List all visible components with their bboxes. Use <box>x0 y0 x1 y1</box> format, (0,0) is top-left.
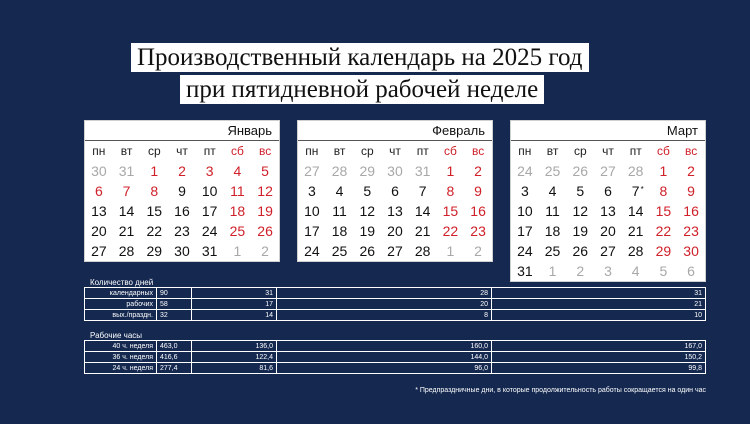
days-grid <box>85 161 279 261</box>
weekday-header <box>511 141 705 161</box>
footnote: * Предпраздничные дни, в которые продолжительность работы сокращается на один час <box>415 387 706 394</box>
day-cell: 3 <box>205 163 214 179</box>
cell-m1: 136,0 <box>192 341 277 352</box>
days-table <box>84 287 706 321</box>
cell-label: вых./праздн. <box>85 310 157 321</box>
day-cell: 31 <box>118 163 135 179</box>
cell-m3: 167,0 <box>492 341 706 352</box>
weekday-label: сб <box>657 144 670 158</box>
day-cell: 24 <box>517 243 533 259</box>
day-cell: 5 <box>576 183 585 199</box>
day-cell: 24 <box>201 223 218 239</box>
day-cell: 25 <box>229 223 246 239</box>
day-cell: 11 <box>230 183 245 199</box>
cell-m2: 144,0 <box>277 352 492 363</box>
day-cell: 16 <box>683 203 699 219</box>
cell-label: 36 ч. неделя <box>85 352 157 363</box>
cell-m2: 28 <box>277 288 492 299</box>
day-cell: 23 <box>683 223 699 239</box>
cell-m3: 10 <box>492 310 706 321</box>
day-cell: 27 <box>387 243 403 259</box>
hours-section-label: Рабочие часы <box>90 331 143 340</box>
day-cell: 23 <box>174 223 190 239</box>
cell-label: 24 ч. неделя <box>85 363 157 374</box>
day-cell: 10 <box>517 203 533 219</box>
weekday-label: чт <box>389 144 401 158</box>
weekday-label: ср <box>573 144 587 158</box>
month-february <box>297 120 493 262</box>
day-cell: 7 <box>122 183 131 199</box>
day-cell: 4 <box>233 163 242 179</box>
cell-m2: 20 <box>277 299 492 310</box>
weekday-label: пт <box>629 144 642 158</box>
cell-total: 277,4 <box>157 363 192 374</box>
day-cell: 1 <box>446 163 455 179</box>
day-cell: 26 <box>572 163 589 179</box>
day-cell: 6 <box>687 263 695 279</box>
day-cell: 6 <box>604 183 612 199</box>
cell-m1: 81,6 <box>192 363 277 374</box>
day-cell: 12 <box>572 203 589 219</box>
day-cell: 4 <box>335 183 344 199</box>
day-cell: 22 <box>442 223 459 239</box>
day-cell: 23 <box>470 223 486 239</box>
day-cell: 28 <box>627 163 644 179</box>
table-row <box>85 363 706 374</box>
day-cell: 28 <box>118 243 135 259</box>
cell-total: 463,0 <box>157 341 192 352</box>
day-cell: 22 <box>655 223 672 239</box>
weekday-label: пн <box>518 144 532 158</box>
day-cell: 21 <box>414 223 431 239</box>
day-cell: 10 <box>201 183 218 199</box>
cell-m1: 17 <box>192 299 277 310</box>
day-cell: 29 <box>655 243 672 259</box>
day-cell: 15 <box>655 203 672 219</box>
day-cell: 9 <box>178 183 186 199</box>
day-cell: 2 <box>474 163 482 179</box>
cell-m3: 21 <box>492 299 706 310</box>
day-cell: 4 <box>548 183 557 199</box>
table-row <box>85 299 706 310</box>
weekday-label: ср <box>360 144 374 158</box>
day-cell: 27 <box>304 163 320 179</box>
cell-total: 90 <box>157 288 192 299</box>
day-cell: 5 <box>659 263 668 279</box>
weekday-label: пт <box>203 144 216 158</box>
cell-label: рабочих <box>85 299 157 310</box>
day-cell: 17 <box>201 203 218 219</box>
cell-m2: 96,0 <box>277 363 492 374</box>
day-cell: 18 <box>544 223 561 239</box>
day-cell: 25 <box>544 163 561 179</box>
hours-table <box>84 340 706 374</box>
weekday-label: сб <box>444 144 457 158</box>
day-cell: 14 <box>627 203 644 219</box>
day-cell: 28 <box>331 163 348 179</box>
day-cell: 26 <box>359 243 376 259</box>
day-cell: 27 <box>91 243 107 259</box>
day-cell: 19 <box>257 203 273 219</box>
weekday-label: пн <box>305 144 319 158</box>
day-cell: 20 <box>600 223 616 239</box>
day-cell: 8 <box>150 183 159 199</box>
day-cell: 2 <box>474 243 482 259</box>
day-cell: 21 <box>118 223 135 239</box>
day-cell: 7 <box>418 183 427 199</box>
day-cell: 30 <box>683 243 699 259</box>
day-cell: 24 <box>517 163 533 179</box>
day-cell: 31 <box>414 163 431 179</box>
day-cell: 25 <box>331 243 348 259</box>
day-cell: 12 <box>359 203 376 219</box>
day-cell: 18 <box>331 223 348 239</box>
title-line-1: Производственный календарь на 2025 год <box>131 43 589 72</box>
day-cell: 18 <box>229 203 246 219</box>
title-line-2: при пятидневной рабочей неделе <box>180 75 544 104</box>
day-cell: 19 <box>572 223 589 239</box>
day-cell: 19 <box>359 223 376 239</box>
weekday-header <box>85 141 279 161</box>
day-cell: 8 <box>446 183 455 199</box>
day-cell: 30 <box>387 163 403 179</box>
day-cell: 26 <box>572 243 589 259</box>
day-cell: 27 <box>600 163 616 179</box>
day-cell: 8 <box>659 183 668 199</box>
day-cell: 6 <box>94 183 103 199</box>
cell-total: 58 <box>157 299 192 310</box>
weekday-label: пн <box>92 144 106 158</box>
day-cell: 6 <box>391 183 399 199</box>
cell-m3: 31 <box>492 288 706 299</box>
day-cell: 2 <box>178 163 186 179</box>
day-cell: 1 <box>548 263 557 279</box>
day-cell: 2 <box>576 263 585 279</box>
day-cell: 25 <box>544 243 561 259</box>
month-name: Январь <box>85 121 279 141</box>
day-cell: 22 <box>146 223 163 239</box>
cell-m1: 122,4 <box>192 352 277 363</box>
month-january <box>84 120 280 262</box>
weekday-label: вт <box>120 144 133 158</box>
cell-total: 32 <box>157 310 192 321</box>
day-cell: 28 <box>627 243 644 259</box>
day-cell: 14 <box>118 203 135 219</box>
day-cell: 28 <box>414 243 431 259</box>
cell-m3: 99,8 <box>492 363 706 374</box>
day-cell: 15 <box>146 203 163 219</box>
cell-total: 416,6 <box>157 352 192 363</box>
day-cell: 31 <box>517 263 533 279</box>
weekday-label: вс <box>259 144 272 158</box>
day-cell: 24 <box>304 243 320 259</box>
day-cell: 21 <box>627 223 644 239</box>
weekday-label: вс <box>472 144 485 158</box>
month-name: Февраль <box>298 121 492 141</box>
cell-m1: 14 <box>192 310 277 321</box>
day-cell: 11 <box>545 203 560 219</box>
day-cell: 3 <box>307 183 316 199</box>
day-cell: 4 <box>631 263 640 279</box>
day-cell: 20 <box>91 223 107 239</box>
day-cell: 16 <box>174 203 190 219</box>
table-row <box>85 341 706 352</box>
weekday-label: ср <box>147 144 161 158</box>
cell-m2: 8 <box>277 310 492 321</box>
day-cell: 1 <box>150 163 159 179</box>
cell-label: 40 ч. неделя <box>85 341 157 352</box>
weekday-label: вс <box>685 144 698 158</box>
weekday-label: чт <box>602 144 614 158</box>
day-cell: 17 <box>517 223 533 239</box>
day-cell: 13 <box>387 203 403 219</box>
day-cell: 20 <box>387 223 403 239</box>
weekday-label: сб <box>231 144 244 158</box>
month-march <box>510 120 706 282</box>
day-cell: 2 <box>261 243 269 259</box>
days-grid <box>511 161 705 281</box>
days-grid <box>298 161 492 261</box>
day-cell: 1 <box>446 243 455 259</box>
table-row <box>85 288 706 299</box>
cell-m3: 150,2 <box>492 352 706 363</box>
day-cell: 1 <box>233 243 242 259</box>
table-row <box>85 352 706 363</box>
day-cell: 9 <box>474 183 482 199</box>
weekday-label: вт <box>546 144 559 158</box>
cell-label: календарных <box>85 288 157 299</box>
weekday-header <box>298 141 492 161</box>
day-cell: 15 <box>442 203 459 219</box>
day-cell: 5 <box>363 183 372 199</box>
day-cell: 27 <box>600 243 616 259</box>
day-cell: 12 <box>257 183 273 199</box>
weekday-label: чт <box>176 144 188 158</box>
day-cell: 3 <box>604 263 612 279</box>
cell-m1: 31 <box>192 288 277 299</box>
day-cell: 3 <box>520 183 529 199</box>
month-name: Март <box>511 121 705 141</box>
day-cell: 29 <box>359 163 376 179</box>
day-cell: 9 <box>687 183 695 199</box>
day-cell: 2 <box>687 163 695 179</box>
day-cell: 31 <box>201 243 218 259</box>
weekday-label: вт <box>333 144 346 158</box>
day-cell: 14 <box>414 203 431 219</box>
day-cell: 5 <box>261 163 269 179</box>
day-cell: 29 <box>146 243 163 259</box>
day-cell: 1 <box>659 163 668 179</box>
day-cell: 16 <box>470 203 486 219</box>
day-cell: 13 <box>600 203 616 219</box>
days-section-label: Количество дней <box>90 278 154 287</box>
day-cell: 7 * <box>622 181 650 201</box>
day-cell: 30 <box>174 243 190 259</box>
day-cell: 10 <box>304 203 320 219</box>
table-row <box>85 310 706 321</box>
weekday-label: пт <box>416 144 429 158</box>
day-cell: 13 <box>91 203 107 219</box>
day-cell: 11 <box>332 203 347 219</box>
day-cell: 30 <box>91 163 107 179</box>
cell-m2: 160,0 <box>277 341 492 352</box>
day-cell: 17 <box>304 223 320 239</box>
day-cell: 26 <box>257 223 273 239</box>
